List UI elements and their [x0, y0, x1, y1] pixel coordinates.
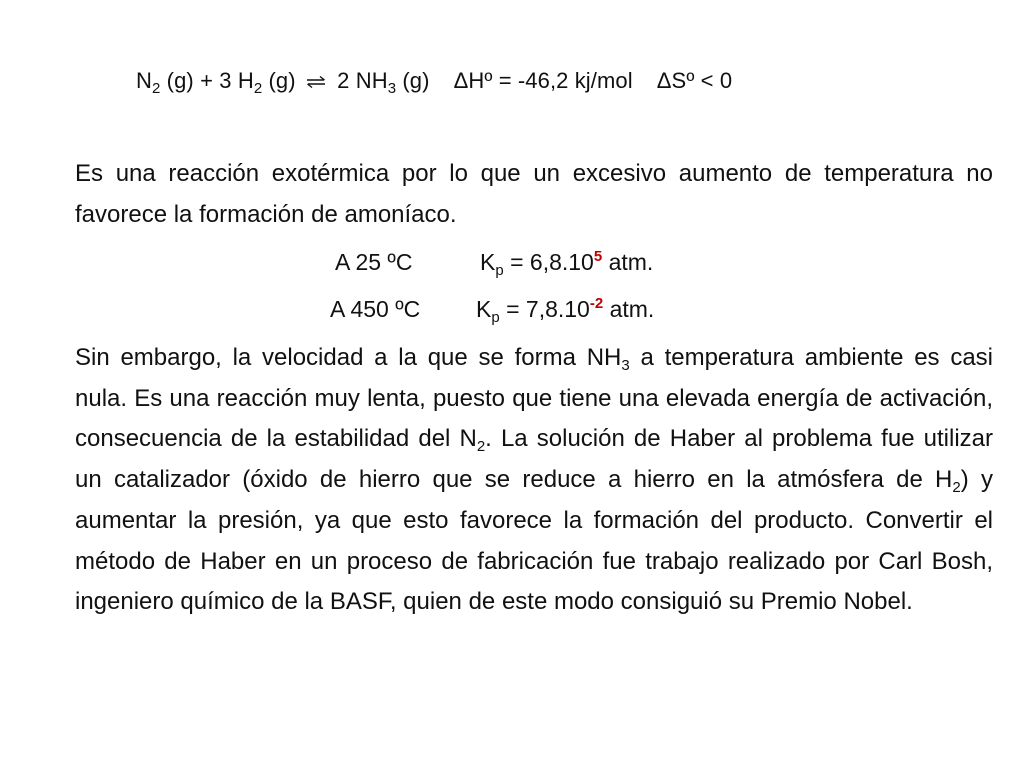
kp-value-25c: [480, 245, 653, 279]
haber-process-paragraph: [75, 338, 993, 623]
paragraph2-text-4: ) y aumentar la presión, ya que esto favorece la formación del producto. Convertir el método de Haber en un proceso de fabricación fue trabajo realizado por Carl Bosh, ingeniero químico de la BASF, quien de este modo consiguió su Premio Nobel.: [75, 466, 994, 616]
product-nh3: [355, 68, 397, 97]
kp-mantissa: = 6,8.10: [510, 249, 594, 275]
reactant-n2: [136, 68, 161, 97]
exothermic-paragraph: Es una reacción exotérmica por lo que un excesivo aumento de temperatura no favorece la formación de amoníaco.: [75, 160, 993, 228]
reactant-n2-state: (g): [166, 68, 194, 93]
temperature-25c: A 25 ºC: [335, 249, 413, 275]
kp-subscript: p: [495, 262, 504, 279]
reactant-h2-symbol: H: [237, 68, 254, 93]
entropy-value: ΔSº < 0: [656, 68, 733, 93]
kp-symbol: K: [480, 249, 496, 275]
reactant-n2-subscript: 2: [152, 80, 161, 97]
nh3-subscript: 3: [621, 357, 630, 374]
plus-sign: +: [200, 68, 214, 93]
h2-subscript: 2: [952, 479, 961, 497]
paragraph2-text-3: . La solución de Haber al problema fue utilizar un catalizador (óxido de hierro que se reduce a hierro en la atmósfera de H: [75, 425, 994, 494]
kp-value-450c: [476, 292, 654, 326]
kp-exponent: -2: [589, 295, 604, 312]
kp-mantissa: = 7,8.10: [506, 296, 590, 322]
reactant-h2-state: (g): [268, 68, 296, 93]
kp-unit: atm.: [609, 296, 655, 322]
product-nh3-state: (g): [402, 68, 430, 93]
reactant-h2-subscript: 2: [253, 80, 263, 97]
coefficient-nh3: 2: [337, 68, 350, 93]
coefficient-h2: 3: [219, 68, 232, 93]
paragraph2-text-2: a temperatura ambiente es casi nula. Es una reacción muy lenta, puesto que tiene una elevada energía de activación, consecuencia de la estabilidad del N: [75, 344, 993, 453]
kp-unit: atm.: [608, 249, 654, 275]
haber-equation: [136, 64, 732, 100]
product-nh3-subscript: 3: [387, 80, 397, 97]
n2-subscript: 2: [476, 438, 486, 456]
reactant-n2-symbol: N: [136, 68, 152, 93]
equilibrium-arrows-icon: [305, 66, 327, 100]
kp-symbol: K: [476, 296, 492, 322]
paragraph2-text-1: Sin embargo, la velocidad a la que se forma NH: [75, 344, 622, 371]
kp-subscript: p: [491, 309, 500, 326]
reactant-h2: [237, 68, 263, 97]
product-nh3-symbol: NH: [355, 68, 388, 93]
enthalpy-value: ΔHº = -46,2 kj/mol: [453, 68, 633, 93]
temperature-450c: A 450 ºC: [330, 296, 421, 322]
kp-exponent: 5: [593, 248, 603, 265]
